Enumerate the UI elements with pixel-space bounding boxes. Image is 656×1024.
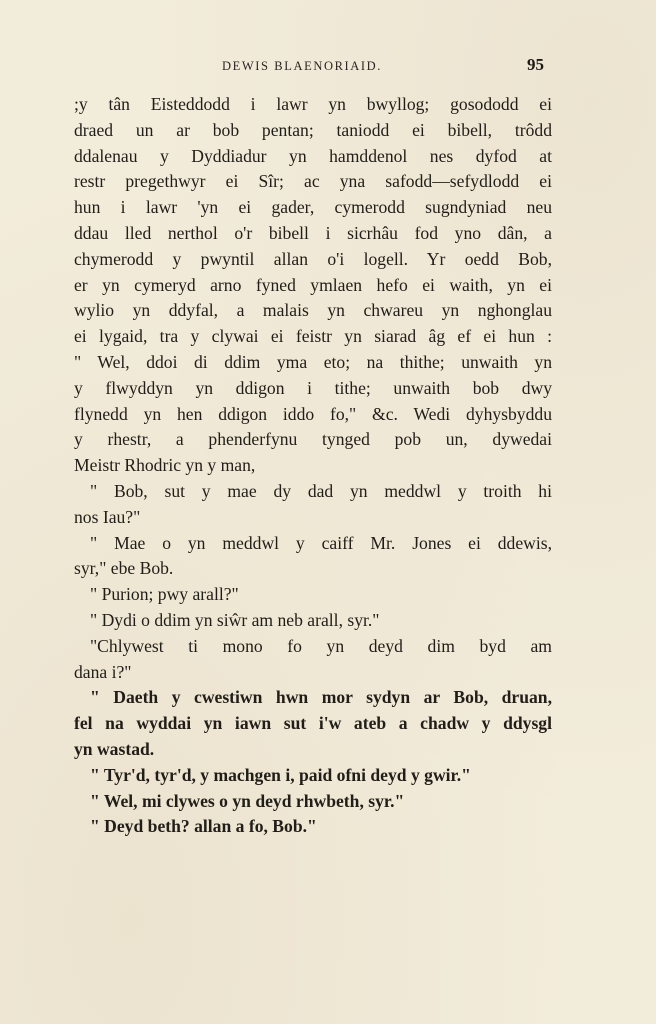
text-line: hun i lawr 'yn ei gader, cymerodd sugndyniad neu bbox=[74, 197, 552, 218]
text-line: syr," ebe Bob. bbox=[74, 558, 174, 579]
text-line: wylio yn ddyfal, a malais yn chwareu yn nghonglau bbox=[74, 300, 552, 321]
text-line: ei lygaid, tra y clywai ei feistr yn siarad âg ef ei hun : bbox=[74, 326, 552, 347]
text-line: chymerodd y pwyntil allan o'i logell. Yr oedd Bob, bbox=[74, 248, 552, 269]
text-line: " Wel, mi clywes o yn deyd rhwbeth, syr." bbox=[90, 790, 405, 811]
text-line: " Wel, ddoi di ddim yma eto; na thithe; unwaith yn bbox=[74, 351, 552, 372]
text-line: draed un ar bob pentan; taniodd ei bibell, trôdd bbox=[74, 119, 552, 140]
text-line: " Tyr'd, tyr'd, y machgen i, paid ofni deyd y gwir." bbox=[90, 764, 471, 785]
text-line: ;y tân Eisteddodd i lawr yn bwyllog; gosododd ei bbox=[74, 94, 552, 114]
text-line: y rhestr, a phenderfynu tynged pob un, dywedai bbox=[74, 429, 552, 450]
text-line: nos Iau?" bbox=[74, 506, 141, 527]
text-line: y flwyddyn yn ddigon i tithe; unwaith bob dwy bbox=[74, 377, 552, 398]
text-line: Meistr Rhodric yn y man, bbox=[74, 455, 256, 476]
text-line: fel na wyddai yn iawn sut i'w ateb a chadw y ddysgl bbox=[74, 713, 552, 734]
text-line: " Daeth y cwestiwn hwn mor sydyn ar Bob, druan, bbox=[90, 687, 552, 708]
text-line: ddau lled nerthol o'r bibell i sicrhâu fod yno dân, a bbox=[74, 222, 552, 243]
page-number: 95 bbox=[527, 55, 544, 74]
text-line: restr pregethwyr ei Sîr; ac yna safodd—sefydlodd ei bbox=[74, 171, 552, 192]
text-line: dana i?" bbox=[74, 661, 132, 682]
text-line: yn wastad. bbox=[74, 738, 155, 759]
text-line: " Deyd beth? allan a fo, Bob." bbox=[90, 816, 317, 837]
text-line: flynedd yn hen ddigon iddo fo," &c. Wedi dyhysbyddu bbox=[74, 403, 552, 424]
text-line: ddalenau y Dyddiadur yn hamddenol nes dyfod at bbox=[74, 145, 552, 166]
text-line: " Bob, sut y mae dy dad yn meddwl y troith hi bbox=[90, 480, 552, 501]
body-text bbox=[74, 92, 552, 840]
text-line: " Purion; pwy arall?" bbox=[90, 584, 239, 605]
page-header bbox=[0, 55, 656, 79]
text-line: "Chlywest ti mono fo yn deyd dim byd am bbox=[90, 635, 552, 656]
running-head: DEWIS BLAENORIAID. bbox=[222, 59, 383, 73]
text-line: " Dydi o ddim yn siŵr am neb arall, syr." bbox=[90, 609, 380, 630]
text-line: er yn cymeryd arno fyned ymlaen hefo ei waith, yn ei bbox=[74, 274, 552, 295]
text-line: " Mae o yn meddwl y caiff Mr. Jones ei ddewis, bbox=[90, 532, 552, 553]
